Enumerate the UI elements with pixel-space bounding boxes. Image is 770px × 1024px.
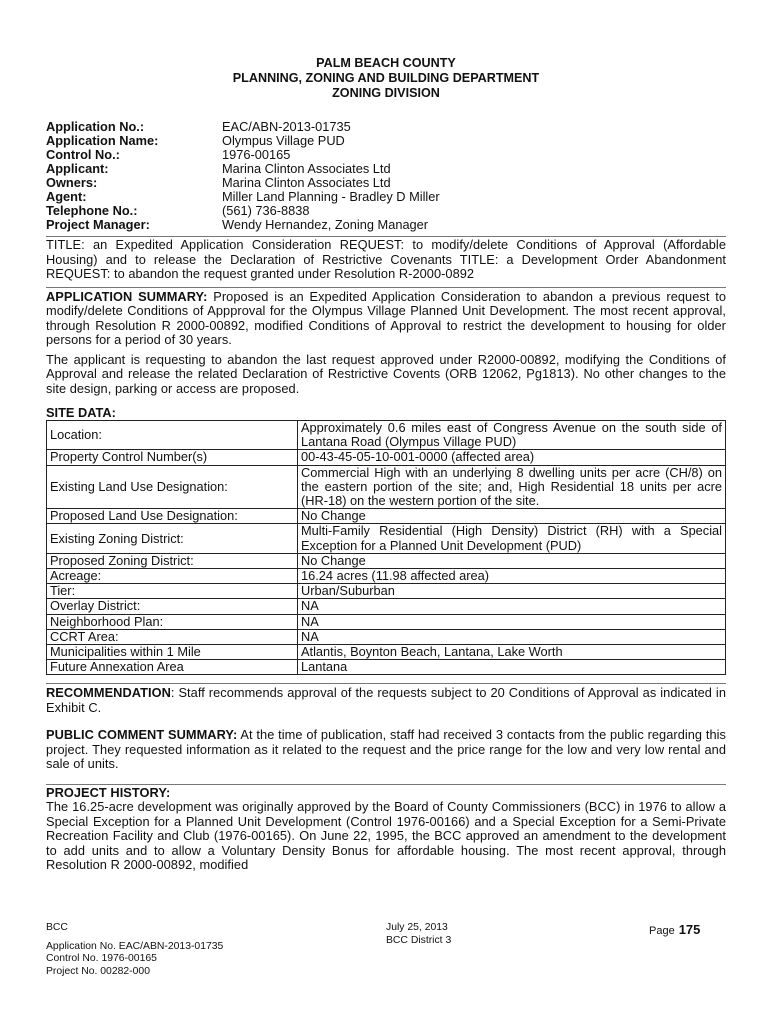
site-data-value: No Change bbox=[298, 509, 726, 524]
site-data-value: No Change bbox=[298, 553, 726, 568]
table-row bbox=[47, 660, 726, 675]
info-value: (561) 736-8838 bbox=[222, 203, 310, 218]
table-row bbox=[47, 421, 726, 450]
table-row bbox=[47, 645, 726, 660]
info-label: Agent: bbox=[46, 189, 87, 204]
table-row bbox=[47, 524, 726, 553]
public-comment-summary bbox=[46, 728, 726, 772]
public-comment-heading: PUBLIC COMMENT SUMMARY: bbox=[46, 727, 238, 743]
info-label: Control No.: bbox=[46, 147, 120, 162]
table-row bbox=[47, 614, 726, 629]
page-number-value: 175 bbox=[678, 922, 701, 937]
info-label: Application Name: bbox=[46, 133, 159, 148]
footer-left-line: Control No. 1976-00165 bbox=[46, 953, 157, 965]
application-summary-heading: APPLICATION SUMMARY: bbox=[46, 288, 208, 304]
document-header bbox=[46, 56, 726, 101]
site-data-label: Municipalities within 1 Mile bbox=[47, 645, 298, 660]
table-row bbox=[47, 629, 726, 644]
site-data-value: NA bbox=[298, 629, 726, 644]
site-data-label: Future Annexation Area bbox=[47, 660, 298, 675]
footer-center-line: July 25, 2013 bbox=[386, 922, 448, 933]
site-data-label: Acreage: bbox=[47, 569, 298, 584]
recommendation-heading: RECOMMENDATION bbox=[46, 685, 171, 701]
table-row bbox=[47, 465, 726, 509]
application-summary-text-2: The applicant is requesting to abandon the last request approved under R2000-00892, modifying the Conditions of Approval and release the related Declaration of Restrictive Covents (ORB 12062, Pg1813). No other changes to the site design, parking or access are proposed. bbox=[46, 351, 726, 396]
info-label: Project Manager: bbox=[46, 217, 150, 232]
table-row bbox=[47, 584, 726, 599]
site-data-label: Tier: bbox=[47, 584, 298, 599]
title-text: TITLE: an Expedited Application Consideration REQUEST: to modify/delete Conditions of Approval (Affordable Housing) and to release the Declaration of Restrictive Covenants TITLE: a Development Order Abandonment REQUEST: to abandon the request granted under Resolution R-2000-0892 bbox=[46, 237, 726, 281]
application-summary bbox=[46, 290, 726, 348]
footer-left bbox=[46, 922, 223, 978]
info-label: Applicant: bbox=[46, 161, 109, 176]
info-label: Owners: bbox=[46, 175, 98, 190]
site-data-value: Commercial High with an underlying 8 dwelling units per acre (CH/8) on the eastern portion of the site; and, High Residential 18 units per acre (HR-18) on the western portion of the site. bbox=[298, 465, 726, 509]
table-row bbox=[47, 450, 726, 465]
info-value: Miller Land Planning - Bradley D Miller bbox=[222, 189, 440, 204]
info-label: Telephone No.: bbox=[46, 203, 138, 218]
site-data-label: Neighborhood Plan: bbox=[47, 614, 298, 629]
recommendation-text: : Staff recommends approval of the requests subject to 20 Conditions of Approval as indicated in Exhibit C. bbox=[46, 685, 726, 715]
site-data-label: Existing Land Use Designation: bbox=[47, 465, 298, 509]
site-data-label: Proposed Zoning District: bbox=[47, 553, 298, 568]
page-number bbox=[649, 924, 700, 938]
header-county: PALM BEACH COUNTY bbox=[316, 56, 456, 70]
site-data-value: Lantana bbox=[298, 660, 726, 675]
site-data-value: NA bbox=[298, 614, 726, 629]
table-row bbox=[47, 599, 726, 614]
site-data-value: Approximately 0.6 miles east of Congress Avenue on the south side of Lantana Road (Olympus Village PUD) bbox=[298, 421, 726, 450]
site-data-table bbox=[46, 420, 726, 675]
footer-left-line: Application No. EAC/ABN-2013-01735 bbox=[46, 940, 224, 952]
footer-center bbox=[386, 922, 451, 947]
table-row bbox=[47, 569, 726, 584]
application-info bbox=[46, 120, 726, 232]
info-value: EAC/ABN-2013-01735 bbox=[222, 119, 351, 134]
site-data-value: Atlantis, Boynton Beach, Lantana, Lake Worth bbox=[298, 645, 726, 660]
divider bbox=[46, 287, 726, 288]
site-data-value: Urban/Suburban bbox=[298, 584, 726, 599]
project-history-text: The 16.25-acre development was originally approved by the Board of County Commissioners (BCC) in 1976 to allow a Special Exception for a Planned Unit Development (Control 1976-00166) and a Special Exception for a Semi-Private Recreation Facility and Club (1976-00165). On June 22, 1995, the BCC approved an amendment to the development to add units and to allow a Voluntary Density Bonus for affordable housing. The most recent approval, through Resolution R 2000-00892, modified bbox=[46, 799, 726, 873]
application-summary-text: Proposed is an Expedited Application Consideration to abandon a previous request to modify/delete Conditions of Appproval for the Olympus Village Planned Unit Development. The most recent approval, through Resolution R 2000-00892, modified Conditions of Approval to restrict the development to housing for older persons for a period of 30 years. bbox=[46, 288, 726, 347]
info-value: Marina Clinton Associates Ltd bbox=[222, 161, 391, 176]
document-page bbox=[46, 56, 726, 873]
page-label: Page bbox=[649, 925, 675, 937]
site-data-label: Property Control Number(s) bbox=[47, 450, 298, 465]
site-data-label: Proposed Land Use Designation: bbox=[47, 509, 298, 524]
table-row bbox=[47, 553, 726, 568]
site-data-label: Location: bbox=[47, 421, 298, 450]
info-value: Marina Clinton Associates Ltd bbox=[222, 175, 391, 190]
site-data-label: Overlay District: bbox=[47, 599, 298, 614]
site-data-value: 16.24 acres (11.98 affected area) bbox=[298, 569, 726, 584]
footer-center-line: BCC District 3 bbox=[386, 934, 452, 946]
footer-left-line: Project No. 00282-000 bbox=[46, 965, 150, 977]
recommendation bbox=[46, 686, 726, 715]
public-comment-text: At the time of publication, staff had received 3 contacts from the public regarding this project. They requested information as it related to the request and the price range for the low and very low rental and sale of units. bbox=[46, 727, 726, 772]
info-value: 1976-00165 bbox=[222, 147, 291, 162]
site-data-value: Multi-Family Residential (High Density) District (RH) with a Special Exception for a Planned Unit Development (PUD) bbox=[298, 524, 726, 553]
divider bbox=[46, 683, 726, 684]
site-data-label: CCRT Area: bbox=[47, 629, 298, 644]
site-data-value: 00-43-45-05-10-001-0000 (affected area) bbox=[298, 450, 726, 465]
footer-left-line: BCC bbox=[46, 922, 68, 933]
site-data-label: Existing Zoning District: bbox=[47, 524, 298, 553]
site-data-value: NA bbox=[298, 599, 726, 614]
table-row bbox=[47, 509, 726, 524]
info-value: Olympus Village PUD bbox=[222, 133, 345, 148]
info-value: Wendy Hernandez, Zoning Manager bbox=[222, 217, 429, 232]
header-division: ZONING DIVISION bbox=[332, 86, 440, 100]
site-data-heading: SITE DATA: bbox=[46, 405, 116, 420]
info-label: Application No.: bbox=[46, 119, 145, 134]
project-history-heading: PROJECT HISTORY: bbox=[46, 784, 171, 800]
header-department: PLANNING, ZONING AND BUILDING DEPARTMENT bbox=[232, 71, 540, 85]
